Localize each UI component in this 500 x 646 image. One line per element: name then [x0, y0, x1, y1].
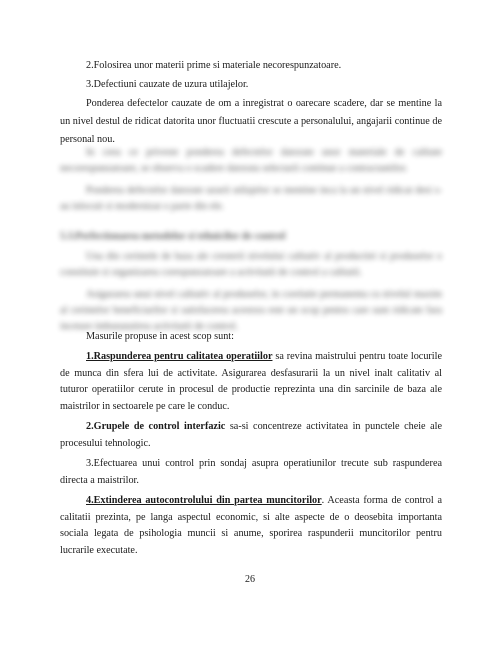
- section-heading: 5.3.Perfectionarea metodelor si tehnicilor de control: [60, 231, 286, 242]
- paragraph: In ceea ce priveste ponderea defectelor datorate unor materiale de calitate necorespunzatoare, se observa o scadere datorata selectarii continue a contractantilor.: [60, 147, 442, 174]
- measure-item: [60, 419, 442, 452]
- measure-item: [60, 349, 442, 415]
- measure-title: 4.Extinderea autocontrolului din partea muncitorilor: [86, 495, 322, 506]
- measure-item: [60, 456, 442, 489]
- paragraph: Ponderea defectelor cauzate de om a inregistrat o oarecare scadere, dar se mentine la un nivel destul de ridicat datorita unor fluctuatii crescute a personalului, angajarii continue de personal nou.: [60, 98, 442, 145]
- intro-text: Masurile propuse in acest scop sunt:: [86, 331, 234, 342]
- paragraph: Una din cerintele de baza ale cresterii nivelului calitativ al productiei si produselor o constituie si organizarea corespunzatoare a activitatii de control a calitatii.: [60, 251, 442, 278]
- measure-title: 1.Raspunderea pentru calitatea operatiilor: [86, 351, 273, 362]
- measure-title: 2.Grupele de control interfazic: [86, 421, 226, 432]
- paragraph: Asigurarea unui nivel calitativ al produselor, in corelatie permanenta cu nivelul maxim al cerintelor beneficiarilor si satisfacerea acestora este un scop pentru care sunt ridicate fara incetare imbunatatirea activitatii de control.: [60, 289, 442, 332]
- measures-section: [60, 329, 442, 559]
- measure-text: . Aceasta forma de control a calitatii prezinta, pe langa aspectul economic, si alte aspecte de o deosebita importanta sociala legata de psihologia muncii si anume, sporirea raspunderii muncitorilor pentru lucrarile executate.: [60, 495, 442, 556]
- measure-text: sa-si concentreze activitatea in punctele cheie ale procesului tehnologic.: [60, 421, 442, 449]
- measure-text: 3.Efectuarea unui control prin sondaj asupra operatiunilor trecute sub raspunderea directa a maistrilor.: [60, 458, 442, 486]
- list-item: 2.Folosirea unor materii prime si materiale necorespunzatoare.: [86, 60, 342, 71]
- measure-text: sa revina maistrului pentru toate locurile de munca din sfera lui de activitate. Asigurarea desfasurarii la un nivel inalt calitativ al tuturor operatiilor cerute in procesul de productie reprezinta una din sarcinile de baza ale maistrilor in sectoarele pe care le conduc.: [60, 351, 442, 412]
- page-number: 26: [245, 574, 255, 585]
- blurred-section: [60, 145, 442, 335]
- list-item: 3.Defectiuni cauzate de uzura utilajelor.: [86, 79, 249, 90]
- paragraph: Ponderea defectelor datorate uzurii utilajelor se mentine inca la un nivel ridicat desi s-au inlocuit si modernizat o parte din ele.: [60, 185, 442, 212]
- measure-item: [60, 493, 442, 559]
- top-list: [60, 58, 442, 93]
